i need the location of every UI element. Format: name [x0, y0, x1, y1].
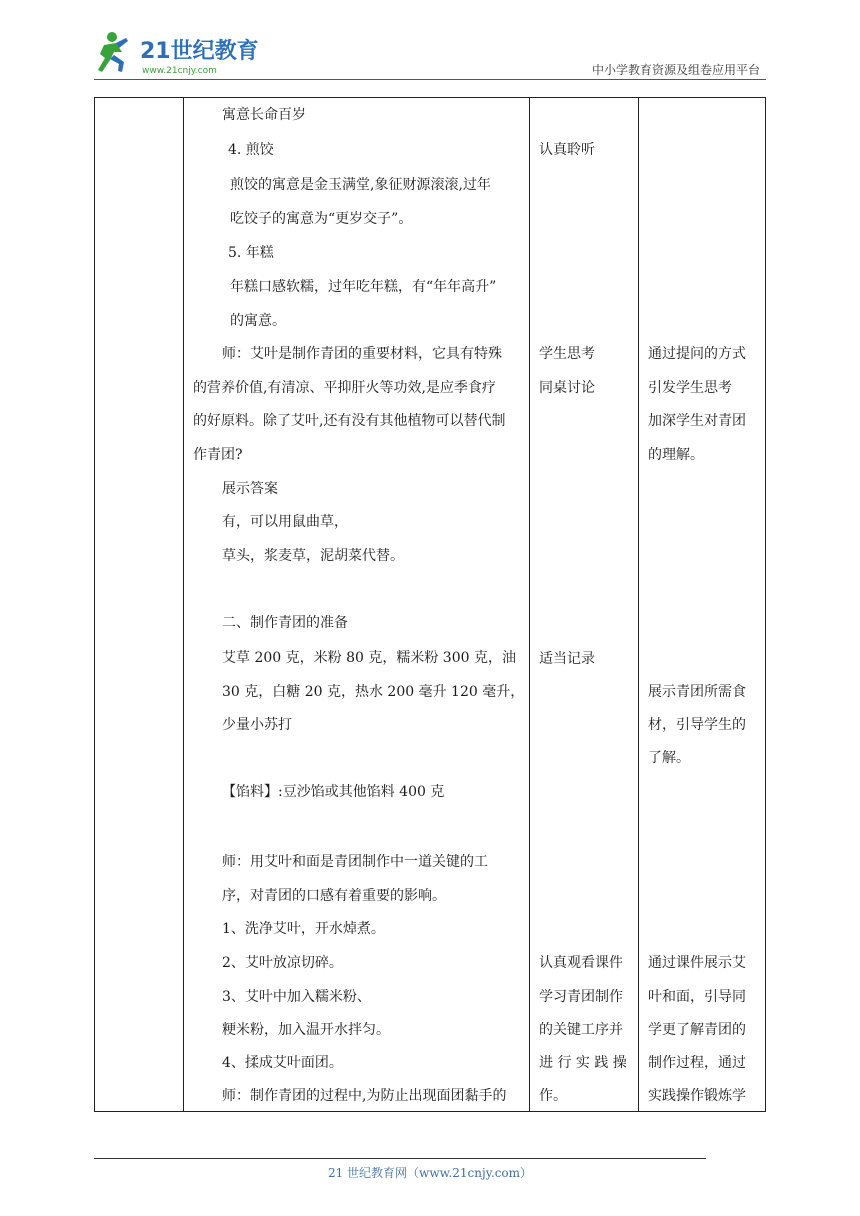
content-line: 吃饺子的寓意为“更岁交子”。 — [230, 211, 413, 227]
intent-line: 学更了解青团的 — [648, 1022, 746, 1038]
header-divider — [94, 79, 766, 80]
content-line: 寓意长命百岁 — [222, 107, 306, 123]
content-line: 序，对青团的口感有着重要的影响。 — [222, 888, 446, 904]
intent-line: 通过课件展示艾 — [648, 955, 746, 971]
column-divider — [183, 98, 184, 1111]
intent-line: 引发学生思考 — [648, 380, 732, 396]
activity-line: 的关键工序并 — [539, 1022, 623, 1038]
content-line: 【馅料】:豆沙馅或其他馅料 400 克 — [222, 784, 445, 800]
activity-line: 认真观看课件 — [539, 955, 623, 971]
intent-line: 的理解。 — [648, 447, 704, 463]
intent-line: 加深学生对青团 — [648, 413, 746, 429]
content-line: 的好原料。除了艾叶,还有没有其他植物可以替代制 — [193, 413, 506, 429]
content-line: 师：制作青团的过程中,为防止出现面团黏手的 — [222, 1088, 507, 1104]
content-line: 2、艾叶放凉切碎。 — [222, 955, 343, 971]
activity-line: 认真聆听 — [539, 142, 595, 158]
intent-line: 制作过程，通过 — [648, 1055, 746, 1071]
content-line: 5. 年糕 — [228, 245, 274, 261]
activity-line: 学习青团制作 — [539, 989, 623, 1005]
content-line: 粳米粉，加入温开水拌匀。 — [222, 1022, 390, 1038]
runner-icon — [98, 32, 128, 72]
content-line: 30 克，白糖 20 克，热水 200 毫升 120 毫升， — [222, 684, 525, 700]
content-line: 的寓意。 — [230, 313, 286, 329]
lesson-table — [94, 97, 766, 1112]
content-line: 煎饺的寓意是金玉满堂,象征财源滚滚,过年 — [230, 177, 491, 193]
intent-line: 通过提问的方式 — [648, 346, 746, 362]
content-line: 少量小苏打 — [222, 717, 292, 733]
content-line: 师：用艾叶和面是青团制作中一道关键的工 — [222, 854, 488, 870]
content-line: 年糕口感软糯，过年吃年糕，有“年年高升” — [230, 279, 497, 295]
site-logo — [92, 28, 262, 80]
intent-line: 叶和面，引导同 — [648, 989, 746, 1005]
content-line: 师：艾叶是制作青团的重要材料，它具有特殊 — [222, 346, 502, 362]
content-line: 4、揉成艾叶面团。 — [222, 1055, 343, 1071]
column-divider — [638, 98, 639, 1111]
activity-line: 作。 — [539, 1088, 567, 1104]
footer-link[interactable]: 21 世纪教育网（www.21cnjy.com） — [327, 1166, 533, 1180]
content-line: 4. 煎饺 — [228, 142, 274, 158]
content-line: 3、艾叶中加入糯米粉、 — [222, 989, 371, 1005]
intent-line: 展示青团所需食 — [648, 684, 746, 700]
content-line: 的营养价值,有清凉、平抑肝火等功效,是应季食疗 — [193, 380, 496, 396]
content-line: 1、洗净艾叶，开水焯煮。 — [222, 921, 385, 937]
logo-url: www.21cnjy.com — [142, 66, 217, 76]
intent-line: 实践操作锻炼学 — [648, 1088, 746, 1104]
activity-line: 同桌讨论 — [539, 380, 595, 396]
intent-line: 材，引导学生的 — [648, 717, 746, 733]
content-line: 作青团? — [193, 447, 243, 463]
content-line: 展示答案 — [222, 481, 278, 497]
footer-divider — [94, 1158, 706, 1159]
column-divider — [529, 98, 530, 1111]
intent-line: 了解。 — [648, 750, 690, 766]
content-line: 艾草 200 克，米粉 80 克，糯米粉 300 克，油 — [222, 650, 516, 666]
platform-name: 中小学教育资源及组卷应用平台 — [591, 63, 760, 77]
activity-line: 适当记录 — [539, 651, 595, 667]
section-heading: 二、制作青团的准备 — [222, 615, 348, 631]
activity-line: 学生思考 — [539, 346, 595, 362]
logo-text: 21世纪教育 — [140, 39, 259, 64]
content-line: 有，可以用鼠曲草， — [222, 514, 348, 530]
activity-line: 进 行 实 践 操 — [539, 1055, 627, 1071]
content-line: 草头，浆麦草，泥胡菜代替。 — [222, 548, 404, 564]
